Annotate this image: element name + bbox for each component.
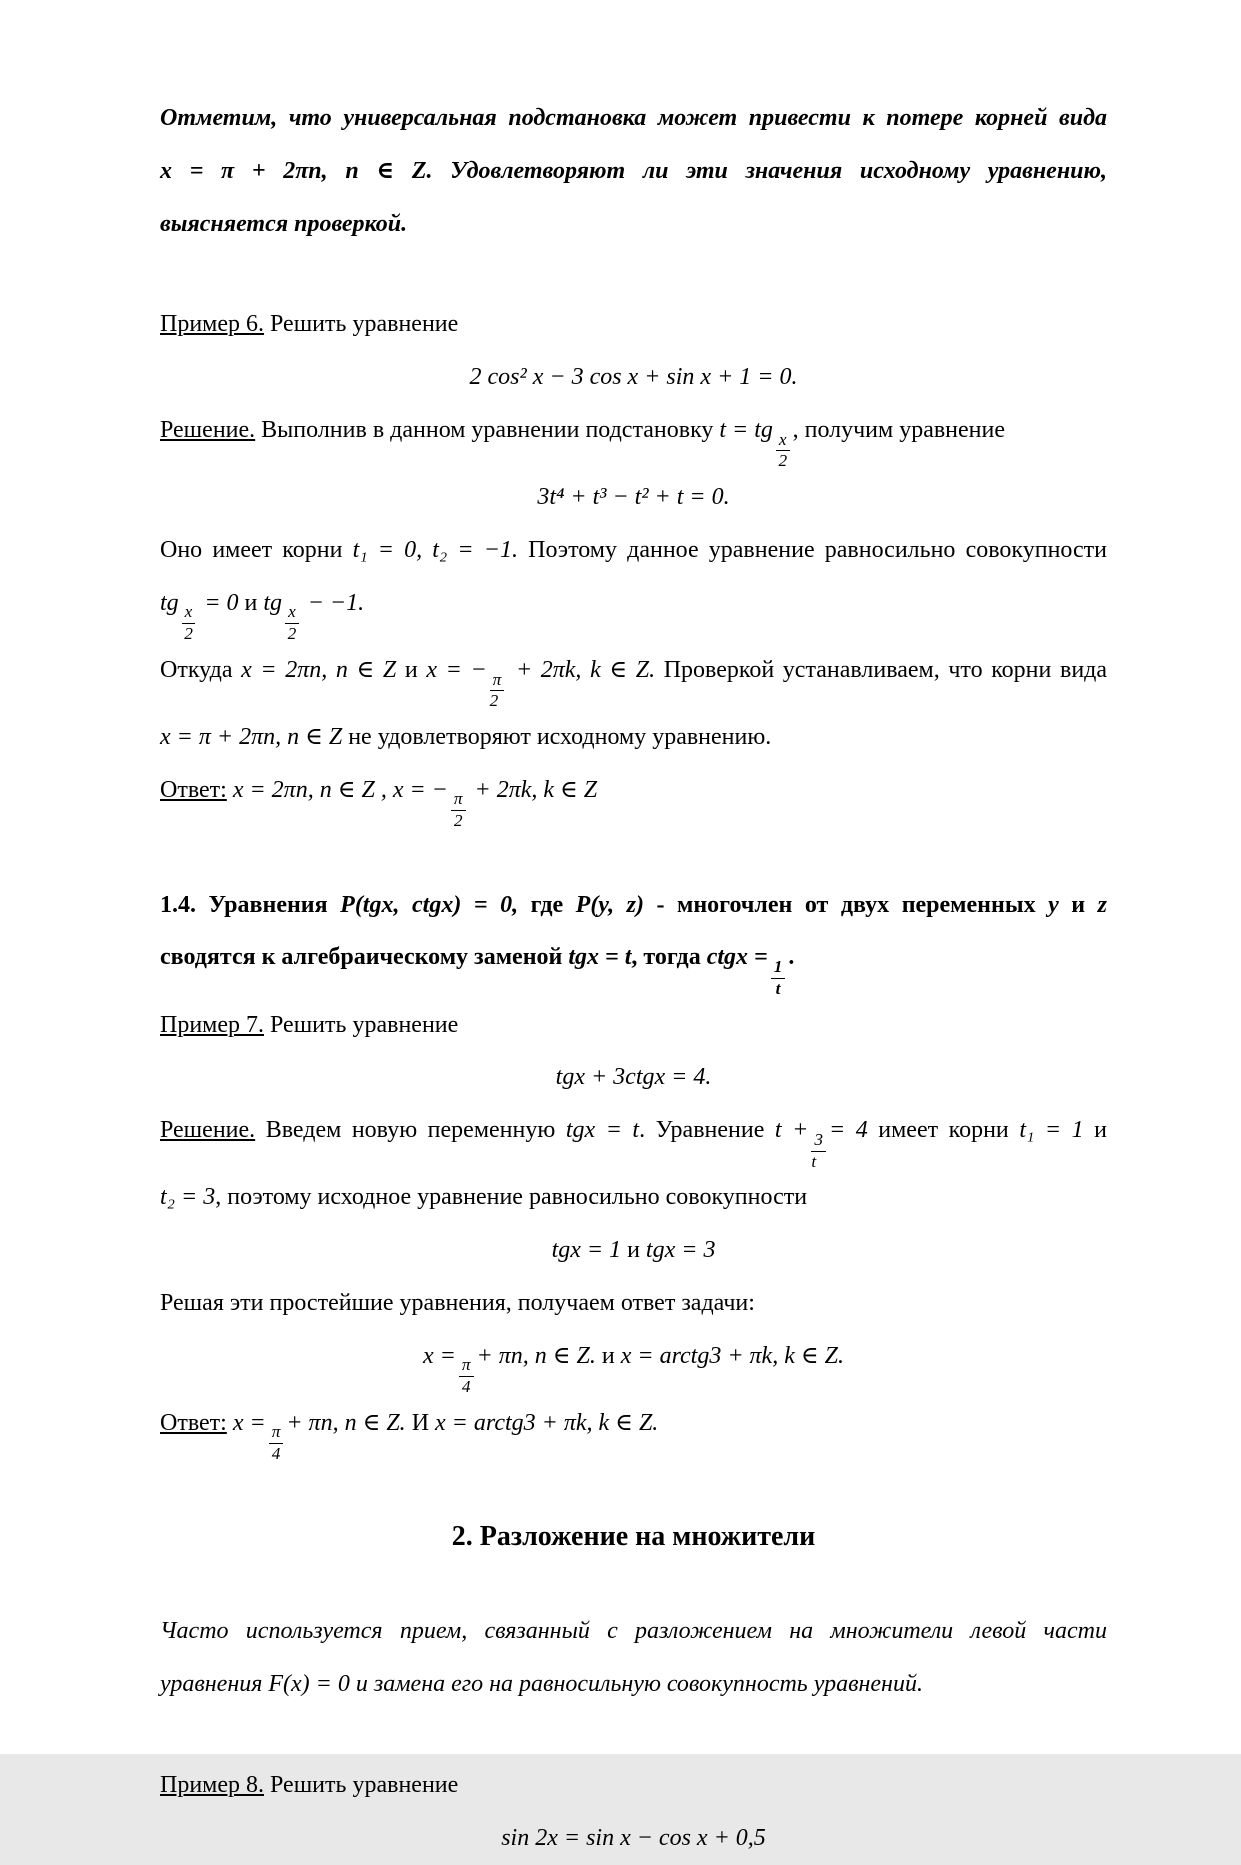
example7-cases-line xyxy=(160,1224,1107,1277)
fraction-denominator: t xyxy=(775,978,781,998)
example7-answer-line xyxy=(160,1397,1107,1464)
cases-math-3: tg xyxy=(263,589,283,616)
answer-conjunction: И xyxy=(405,1409,436,1436)
fraction-pi-over-2 xyxy=(490,671,505,711)
equation-text: 2 cos² x − 3 cos x + sin x + 1 = 0. xyxy=(469,364,798,391)
section-line2-math-1: tgx = t xyxy=(568,944,632,971)
fraction-denominator: 2 xyxy=(184,624,193,644)
answer-label: Ответ: xyxy=(160,776,227,803)
solution-run-2: , получим уравнение xyxy=(792,416,1006,443)
result-math-2: + πn, n ∈ Z. xyxy=(476,1342,596,1369)
cases-math-4: − −1. xyxy=(301,589,365,616)
result-conjunction: и xyxy=(595,1342,621,1369)
example7-result-line xyxy=(160,1330,1107,1397)
fraction-denominator: 4 xyxy=(271,1444,281,1464)
paragraph-text-1: Часто используется прием, связанный с разложением на множители левой части xyxy=(160,1618,1107,1645)
solution-math-2: t + xyxy=(774,1117,809,1144)
answer-math-1: x = xyxy=(226,1409,266,1436)
fraction-denominator: 2 xyxy=(778,451,788,471)
fraction-pi-over-4 xyxy=(269,1423,284,1463)
deduce-math-3: + 2πk, k ∈ Z. xyxy=(507,656,656,683)
solution-run-1: Введем новую переменную xyxy=(255,1117,566,1144)
section-run-1: Уравнения xyxy=(196,891,341,918)
fraction-denominator: 2 xyxy=(453,811,463,831)
example7-solution-line xyxy=(160,1104,1107,1171)
fraction-numerator: π xyxy=(459,1356,474,1377)
roots-math: t₁ = 0, t₂ = −1. xyxy=(352,536,518,563)
section-math-2: P(y, z) xyxy=(575,891,644,918)
section-math-3: y xyxy=(1048,891,1059,918)
example7-title xyxy=(160,999,1107,1052)
fraction-numerator: π xyxy=(451,790,466,811)
cases-conjunction: и xyxy=(621,1237,646,1264)
fraction-numerator: 3 xyxy=(811,1131,826,1152)
equation-text: sin 2x = sin x − cos x + 0,5 xyxy=(501,1824,766,1851)
example6-solution-line xyxy=(160,404,1107,471)
fraction-x-over-2 xyxy=(182,603,196,643)
fraction-denominator: 2 xyxy=(287,624,297,644)
section-math-1: P(tgx, ctgx) = 0, xyxy=(340,891,519,918)
roots-run-2: Поэтому данное уравнение равносильно совокупности xyxy=(517,536,1107,563)
section-1-4-line-2 xyxy=(160,931,1107,998)
section-run-3: - многочлен от двух переменных xyxy=(643,891,1049,918)
intro-text-2: Удовлетворяют ли эти значения исходному уравнению, xyxy=(450,157,1108,184)
example8-title-rest: Решить уравнение xyxy=(264,1771,459,1798)
cases-math-2: tgx = 3 xyxy=(645,1237,716,1264)
example6-roots-line xyxy=(160,524,1107,577)
fraction-3-over-t xyxy=(811,1131,826,1171)
intro-paragraph-line-2 xyxy=(160,145,1107,198)
section-run-4: и xyxy=(1058,891,1098,918)
answer-math-2: + 2πk, k ∈ Z xyxy=(468,776,598,803)
solution-run-3: имеет корни xyxy=(867,1117,1020,1144)
fraction-x-over-2 xyxy=(776,431,790,471)
result-math-1: x = xyxy=(423,1342,456,1369)
deduce-run-2: Проверкой устанавливаем, что корни вида xyxy=(655,656,1108,683)
answer-math-3: x = arctg3 + πk, k ∈ Z. xyxy=(435,1409,659,1436)
intro-math: x = π + 2πn, n ∈ Z. xyxy=(160,157,433,184)
check-math: x = π + 2πn, n ∈ Z xyxy=(160,723,343,750)
cases-math-1: tgx = 1 xyxy=(551,1237,622,1264)
fraction-numerator: x xyxy=(285,603,299,624)
fraction-1-over-t xyxy=(771,958,786,998)
section-number: 1.4. xyxy=(160,891,196,918)
fraction-x-over-2 xyxy=(285,603,299,643)
fraction-pi-over-2 xyxy=(451,790,466,830)
equation-text: 3t⁴ + t³ − t² + t = 0. xyxy=(537,484,730,511)
example6-label: Пример 6. xyxy=(160,311,265,338)
example7-title-rest: Решить уравнение xyxy=(264,1011,459,1038)
deduce-math-1: x = 2πn, n ∈ Z xyxy=(241,656,397,683)
fraction-numerator: x xyxy=(776,431,790,452)
substitution-math: t = tg xyxy=(719,416,773,443)
fraction-denominator: 4 xyxy=(461,1377,471,1397)
answer-math-2: + πn, n ∈ Z. xyxy=(286,1409,406,1436)
intro-text-1: Отметим, что универсальная подстановка может привести к потере корней вида xyxy=(160,105,1107,131)
solution-run-1: Выполнив в данном уравнении подстановку xyxy=(255,416,720,443)
fraction-numerator: π xyxy=(269,1423,284,1444)
example7-continuation-line xyxy=(160,1171,1107,1224)
section-line2-end: . xyxy=(788,944,795,971)
section-2-heading xyxy=(160,1506,1107,1568)
paragraph-math: F(x) = 0 xyxy=(268,1671,350,1698)
section-math-4: z xyxy=(1097,891,1108,918)
example6-title xyxy=(160,298,1107,351)
intro-paragraph-line-3 xyxy=(160,198,1107,251)
example8-title xyxy=(160,1759,1107,1812)
continuation-math: t₂ = 3 xyxy=(160,1184,216,1211)
cases-math-2: = 0 xyxy=(198,589,239,616)
example7-label: Пример 7. xyxy=(160,1011,265,1038)
fraction-denominator: t xyxy=(811,1151,817,1171)
section-2-heading-text: 2. Разложение на множители xyxy=(451,1520,816,1552)
section-line2-run-2: , тогда xyxy=(631,944,707,971)
equation-text: tgx + 3ctgx = 4. xyxy=(555,1064,712,1091)
example6-equation xyxy=(160,351,1107,404)
paragraph-text-2: уравнения xyxy=(160,1671,269,1698)
deduce-run-1: Откуда xyxy=(160,656,242,683)
cases-math-1: tg xyxy=(160,589,179,616)
solution-math-1: tgx = t xyxy=(565,1117,640,1144)
example8-label: Пример 8. xyxy=(160,1771,265,1798)
roots-run-1: Оно имеет корни xyxy=(160,536,353,563)
example6-cases-line xyxy=(160,577,1107,644)
deduce-math-2: x = − xyxy=(426,656,487,683)
example6-title-rest: Решить уравнение xyxy=(264,311,459,338)
cases-conjunction: и xyxy=(238,589,264,616)
example8-equation xyxy=(160,1812,1107,1865)
solution-run-4: и xyxy=(1083,1117,1108,1144)
final-intro-text: Решая эти простейшие уравнения, получаем ответ задачи: xyxy=(160,1289,755,1316)
example6-poly-equation xyxy=(160,471,1107,524)
fraction-numerator: π xyxy=(490,671,505,692)
section-line2-math-2: ctgx = xyxy=(706,944,768,971)
fraction-numerator: x xyxy=(182,603,196,624)
example6-deduce-line xyxy=(160,644,1107,711)
solution-label: Решение. xyxy=(160,1117,256,1144)
example6-check-line xyxy=(160,711,1107,764)
deduce-conjunction: и xyxy=(396,656,427,683)
fraction-denominator: 2 xyxy=(489,691,499,711)
intro-paragraph-line-1 xyxy=(160,92,1107,145)
section-run-2: где xyxy=(518,891,576,918)
result-math-3: x = arctg3 + πk, k ∈ Z. xyxy=(620,1342,844,1369)
solution-math-4: t₁ = 1 xyxy=(1019,1117,1084,1144)
fraction-numerator: 1 xyxy=(771,958,786,979)
section-1-4-line-1 xyxy=(160,879,1107,932)
intro-text-3: выясняется проверкой. xyxy=(160,210,408,237)
solution-run-2: . Уравнение xyxy=(639,1117,775,1144)
document-content xyxy=(160,92,1107,1865)
example7-final-intro xyxy=(160,1277,1107,1330)
answer-label: Ответ: xyxy=(160,1409,227,1436)
check-text: не удовлетворяют исходному уравнению. xyxy=(342,723,772,750)
paragraph-text-3: и замена его на равносильную совокупность уравнений. xyxy=(349,1671,923,1698)
continuation-text: , поэтому исходное уравнение равносильно совокупности xyxy=(215,1184,808,1211)
fraction-pi-over-4 xyxy=(459,1356,474,1396)
example7-equation xyxy=(160,1051,1107,1104)
answer-math-1: x = 2πn, n ∈ Z , x = − xyxy=(226,776,448,803)
solution-math-3: = 4 xyxy=(828,1117,868,1144)
example6-answer-line xyxy=(160,764,1107,831)
section-line2-run-1: сводятся к алгебраическому заменой xyxy=(160,944,569,971)
section-2-paragraph-line-1 xyxy=(160,1605,1107,1658)
solution-label: Решение. xyxy=(160,416,256,443)
section-2-paragraph-line-2 xyxy=(160,1658,1107,1711)
